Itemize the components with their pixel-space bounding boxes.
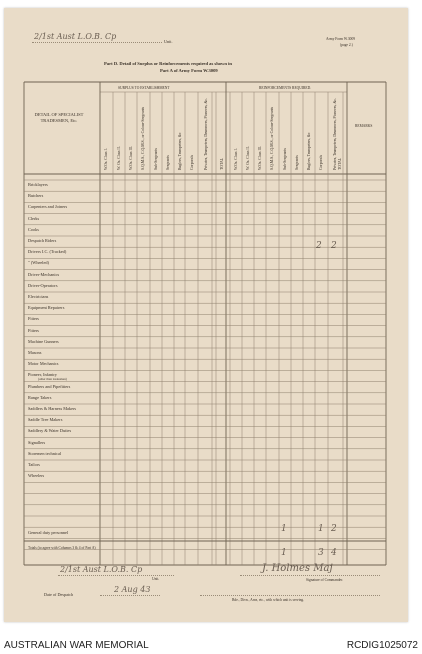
detail-header: DETAIL OF SPECIALIST TRADESMEN, Etc. xyxy=(34,112,84,123)
totals-label: Totals (to agree with Columns 3 & 4 of Part A) xyxy=(28,546,96,550)
row-label: Electricians xyxy=(28,294,49,299)
signature-line xyxy=(240,575,380,576)
general-duty-label: General duty personnel xyxy=(28,530,69,535)
reinforcement-rank-header-0: W.Os. Class I. xyxy=(234,148,238,170)
date-label: Date of Despatch xyxy=(44,592,74,597)
surplus-rank-header-5: Sergeants xyxy=(166,155,170,170)
row-label: Saddlers & Harness Makers xyxy=(28,406,77,411)
row-label: " (Wheeled) xyxy=(28,260,49,266)
form-number: Army Form W.3009 xyxy=(326,37,356,41)
date-handwritten: 2 Aug 43 xyxy=(114,585,151,594)
footer-bar xyxy=(0,628,422,654)
unit-label: Unit. xyxy=(164,39,173,44)
row-label: Range Takers xyxy=(28,394,52,400)
bde-line xyxy=(200,595,380,596)
surplus-rank-header-2: W.Os. Class III. xyxy=(129,145,133,170)
page-number: (page 2.) xyxy=(340,43,353,47)
row-label: Plumbers and Pipefitters xyxy=(28,383,71,389)
surplus-header: SURPLUS TO ESTABLISHMENT xyxy=(118,86,170,90)
row-label: Saddlery & Water Duties xyxy=(28,428,72,434)
surplus-rank-header-9: TOTAL xyxy=(220,157,224,170)
surplus-rank-header-4: Sub-Sergeants xyxy=(154,148,158,170)
surplus-rank-header-8: Privates, Trumpeters, Drummers, Pioneers, &c. xyxy=(204,97,208,170)
signature-handwritten: J. Holmes Maj xyxy=(262,563,333,574)
row-label: Wheelers xyxy=(28,473,45,479)
reinforcement-rank-header-8: Privates, Trumpeters, Drummers, Pioneers, &c. xyxy=(333,97,337,170)
surplus-rank-header-7: Corporals xyxy=(190,155,194,170)
row-label: Carpenters and Joiners xyxy=(28,204,68,210)
row-label: Drivers I.C. (Tracked) xyxy=(28,249,67,255)
row-label: Signallers xyxy=(28,439,46,445)
row-label: Fitters xyxy=(28,316,39,322)
footer-left-text: AUSTRALIAN WAR MEMORIAL xyxy=(4,640,149,651)
bottom-unit-handwritten: 2/1st Aust L.O.B. Cp xyxy=(60,565,143,574)
signature-label: Signature of Commander. xyxy=(306,578,344,582)
remarks-header: REMARKS xyxy=(355,124,373,128)
surplus-rank-header-3: S.Q.M.S., C.Q.M.S., or Colour-Sergeants xyxy=(141,106,145,170)
general-duty-value-3: 2 xyxy=(331,524,337,534)
row-label: Driver-Operators xyxy=(28,282,58,288)
row-label: Storemen technical xyxy=(28,450,62,456)
form-title-line1: Part D. Detail of Surplus or Reinforcements required as shown in xyxy=(104,61,232,66)
row-label: Driver-Mechanics xyxy=(28,271,60,277)
reinforcement-rank-header-5: Sergeants xyxy=(295,155,299,170)
bottom-note: Bde., Divn., Area, etc., with which unit is serving. xyxy=(232,598,305,602)
row-label: Masons xyxy=(28,350,42,355)
row-label: Clerks xyxy=(28,215,40,221)
row-label: Machine Gunners xyxy=(28,338,59,344)
general-duty-value-2: 1 xyxy=(318,524,324,534)
row-label: Motor Mechanics xyxy=(28,361,59,367)
reinforcements-header: REINFORCEMENTS REQUIRED. xyxy=(259,86,312,90)
row-label: Butchers xyxy=(28,193,44,199)
reinforcement-rank-header-7: Corporals xyxy=(319,155,323,170)
bottom-unit-label: Unit. xyxy=(152,577,160,581)
unit-handwritten: 2/1st Aust L.O.B. Cp xyxy=(34,32,117,41)
pioneer-note: (other than tradesmen) xyxy=(38,377,67,382)
bottom-unit-line xyxy=(58,575,174,576)
reinforcement-rank-header-6: Buglers, Trumpeters, &c xyxy=(307,132,311,170)
surplus-rank-header-0: W.Os. Class I. xyxy=(104,148,108,170)
reinforcement-rank-header-3: S.Q.M.S., C.Q.M.S., or Colour-Sergeants xyxy=(270,106,274,170)
reinforcement-rank-header-9: TOTAL xyxy=(338,157,342,170)
date-line xyxy=(100,595,160,596)
row-label: Pioneer, Infantry xyxy=(28,372,57,378)
row-label: Fitters xyxy=(28,327,39,333)
row-label: Despatch Riders xyxy=(28,238,57,243)
reinforcement-rank-header-1: W. Os. Class II. xyxy=(246,146,250,170)
row-label: Saddle Tree Makers xyxy=(28,417,63,423)
form-sheet xyxy=(4,8,408,622)
surplus-rank-header-1: W. Os. Class II. xyxy=(117,146,121,170)
drivers-wheeled-value-1: 2 xyxy=(316,241,322,251)
reinforcement-rank-header-4: Sub-Sergeants xyxy=(283,148,287,170)
row-label: Bricklayers xyxy=(28,182,48,187)
row-label: Equipment Repairers xyxy=(28,305,65,311)
row-label: Cooks xyxy=(28,226,39,232)
totals-value-1: 1 xyxy=(281,548,287,558)
form-title-line2: Part A of Army Form W.3009 xyxy=(160,68,218,73)
surplus-rank-header-6: Buglers, Trumpeters, &c xyxy=(178,132,182,170)
general-duty-value-1: 1 xyxy=(281,524,287,534)
totals-value-3: 4 xyxy=(331,548,337,558)
footer-right-text: RCDIG1025072 xyxy=(346,640,418,651)
row-label: Tailors xyxy=(28,462,40,467)
reinforcement-rank-header-2: W.Os. Class III. xyxy=(258,145,262,170)
totals-value-2: 3 xyxy=(318,548,324,558)
drivers-wheeled-value-2: 2 xyxy=(331,241,337,251)
